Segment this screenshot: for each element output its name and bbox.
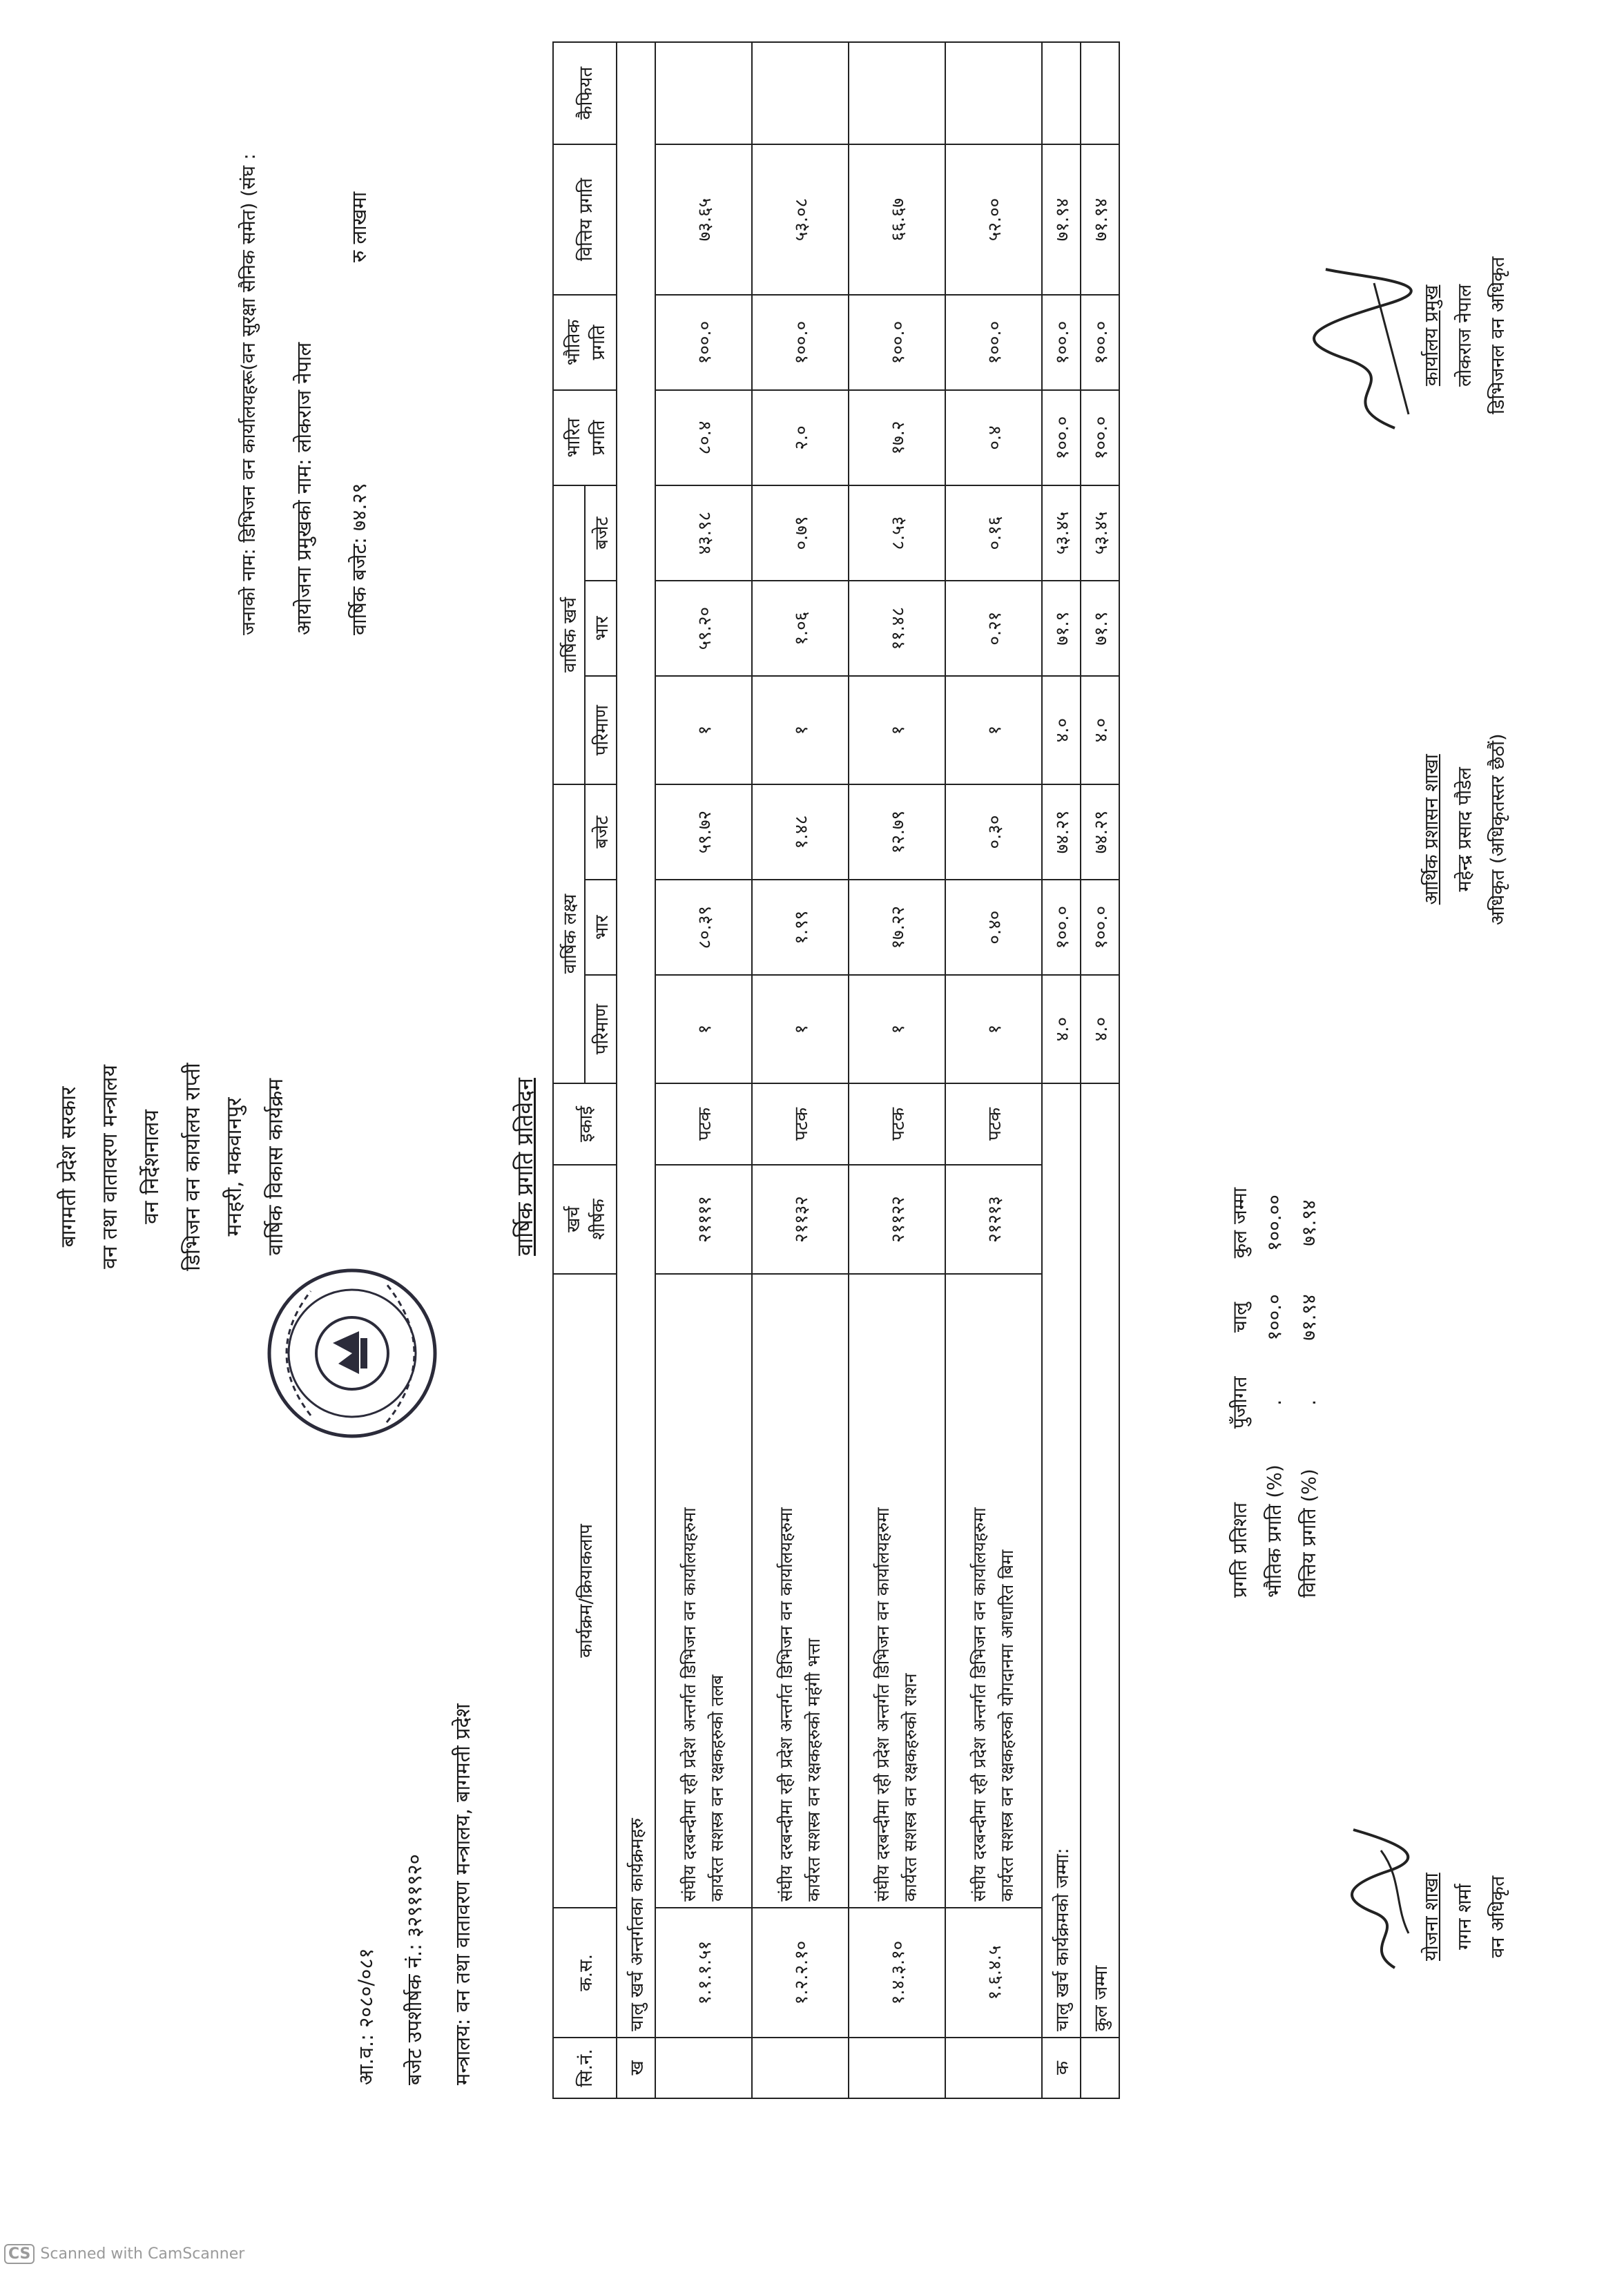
- col-expense-budget: बजेट: [585, 485, 617, 581]
- row-activity: [945, 1274, 1042, 1908]
- planning-post: वन अधिकृत: [1487, 1875, 1509, 1958]
- col-weighted: [553, 390, 617, 485]
- row-unit: पटक: [849, 1083, 945, 1165]
- col-physical: [553, 295, 617, 390]
- total-e-budget: ५३.४५: [1081, 485, 1119, 581]
- row-unit: पटक: [945, 1083, 1042, 1165]
- row-e-budget: ०.७९: [752, 485, 849, 581]
- total-row: [1081, 42, 1119, 2098]
- total-t-qty: ४.०: [1081, 975, 1119, 1083]
- row-remarks: [655, 42, 752, 144]
- section-sn: ख: [617, 2038, 655, 2098]
- col-target-budget: बजेट: [585, 784, 617, 880]
- signature-planning: [1333, 1823, 1422, 1975]
- ministry-line: मन्त्रालय: वन तथा वातावरण मन्त्रालय, बागमती प्रदेश: [451, 1703, 474, 2085]
- finance-name: महेन्द्र प्रसाद पौडेल: [1454, 767, 1476, 892]
- summary-financial-capital: .: [1297, 1399, 1320, 1406]
- col-weighted-l2: प्रगति: [588, 420, 609, 456]
- row-activity-l2: कार्यरत सशस्त्र वन रक्षकहरुको योगदानमा आधारित बिमा: [997, 1549, 1017, 1902]
- row-weighted: २.०: [752, 390, 849, 485]
- govt-name: बागमती प्रदेश सरकार: [57, 1086, 81, 1248]
- col-activity: कार्यक्रम/क्रियाकलाप: [553, 1274, 617, 1908]
- row-ks: १.१.१.५१: [655, 1908, 752, 2038]
- row-physical: १००.०: [752, 295, 849, 390]
- signature-block-finance: [1415, 734, 1515, 925]
- program-title: वार्षिक विकास कार्यक्रम: [264, 1078, 288, 1256]
- row-unit: पटक: [655, 1083, 752, 1165]
- row-financial: ५३.०८: [752, 144, 849, 295]
- ministry-name: वन तथा वातावरण मन्त्रालय: [98, 1065, 122, 1269]
- col-financial: वित्तिय प्रगति: [553, 144, 617, 295]
- row-activity-l1: संघीय दरबन्दीमा रही प्रदेश अन्तर्गत डिभिजन वन कार्यालयहरुमा: [776, 1507, 796, 1902]
- col-expense: वार्षिक खर्च: [553, 485, 585, 784]
- subtotal-e-weight: ७१.९: [1042, 581, 1081, 676]
- annual-budget: वार्षिक बजेट: ७४.२९: [347, 483, 371, 635]
- subtotal-e-budget: ५३.४५: [1042, 485, 1081, 581]
- total-physical: १००.०: [1081, 295, 1119, 390]
- col-target-qty: परिमाण: [585, 975, 617, 1083]
- table-row: [945, 42, 1042, 2098]
- col-ks: क.स.: [553, 1908, 617, 2038]
- row-weighted: ०.४: [945, 390, 1042, 485]
- col-expense-weight: भार: [585, 581, 617, 676]
- row-t-qty: १: [945, 975, 1042, 1083]
- project-chief: आयोजना प्रमुखको नाम: लोकराज नेपाल: [292, 342, 316, 635]
- row-e-weight: १.०६: [752, 581, 849, 676]
- row-head: २११२२: [849, 1165, 945, 1274]
- summary-financial-total: ७१.९४: [1297, 1199, 1320, 1246]
- camscanner-badge: CS: [4, 2244, 35, 2264]
- summary-col-label: प्रगति प्रतिशत: [1228, 1502, 1251, 1598]
- col-weighted-l1: भारित: [563, 418, 584, 458]
- summary-financial-label: वित्तिय प्रगति (%): [1297, 1469, 1320, 1598]
- row-e-qty: १: [849, 676, 945, 784]
- row-activity-l1: संघीय दरबन्दीमा रही प्रदेश अन्तर्गत डिभिजन वन कार्यालयहरुमा: [969, 1507, 989, 1902]
- row-head: २११११: [655, 1165, 752, 1274]
- row-e-weight: ११.४८: [849, 581, 945, 676]
- subtotal-e-qty: ४.०: [1042, 676, 1081, 784]
- col-remarks: कैफियत: [553, 42, 617, 144]
- row-activity-l2: कार्यरत सशस्त्र वन रक्षकहरुको महंगी भत्ता: [804, 1638, 824, 1902]
- row-financial: ५२.००: [945, 144, 1042, 295]
- row-ks: १.६.४.५: [945, 1908, 1042, 2038]
- progress-summary: [1222, 1170, 1326, 1616]
- summary-financial-current: ७१.९४: [1297, 1294, 1320, 1341]
- row-activity-l2: कार्यरत सशस्त्र वन रक्षकहरुको तलब: [707, 1674, 727, 1902]
- row-head: २१२१३: [945, 1165, 1042, 1274]
- total-weighted: १००.०: [1081, 390, 1119, 485]
- col-target: वार्षिक लक्ष्य: [553, 784, 585, 1083]
- row-activity-l1: संघीय दरबन्दीमा रही प्रदेश अन्तर्गत डिभिजन वन कार्यालयहरुमा: [679, 1507, 699, 1902]
- camscanner-watermark: [4, 2244, 244, 2264]
- finance-post: अधिकृत (अधिकृतस्तर छैठौं): [1487, 733, 1509, 925]
- total-t-weight: १००.०: [1081, 880, 1119, 975]
- row-financial: ७३.६५: [655, 144, 752, 295]
- col-expense-qty: परिमाण: [585, 676, 617, 784]
- row-t-weight: ८०.३९: [655, 880, 752, 975]
- row-t-weight: १७.२२: [849, 880, 945, 975]
- subtotal-t-budget: ७४.२९: [1042, 784, 1081, 880]
- row-t-budget: ५९.७२: [655, 784, 752, 880]
- table-row: [655, 42, 752, 2098]
- camscanner-text: Scanned with CamScanner: [40, 2245, 245, 2263]
- row-financial: ६६.६७: [849, 144, 945, 295]
- row-head: २११३२: [752, 1165, 849, 1274]
- row-e-budget: ४३.९८: [655, 485, 752, 581]
- section-row: [617, 42, 655, 2098]
- row-e-weight: ५९.२०: [655, 581, 752, 676]
- subtotal-financial: ७१.९४: [1042, 144, 1081, 295]
- row-e-weight: ०.२१: [945, 581, 1042, 676]
- row-activity: [849, 1274, 945, 1908]
- office-field: जनाको नाम: डिभिजन वन कार्यालयहरू(वन सुरक्षा सैनिक समेत) (संघ :: [238, 153, 260, 635]
- subtotal-row: [1042, 42, 1081, 2098]
- table-row: [752, 42, 849, 2098]
- row-remarks: [849, 42, 945, 144]
- office-seal-stamp: [255, 1257, 449, 1450]
- table-row: [849, 42, 945, 2098]
- row-t-qty: १: [849, 975, 945, 1083]
- chief-post: डिभिजनल वन अधिकृत: [1487, 256, 1509, 414]
- summary-physical-capital: .: [1262, 1399, 1286, 1406]
- col-sn: सि.नं.: [553, 2038, 617, 2098]
- office-name: डिभिजन वन कार्यालय राप्ती: [181, 1063, 205, 1271]
- row-physical: १००.०: [849, 295, 945, 390]
- subtotal-label: चालु खर्च कार्यक्रमको जम्मा:: [1042, 1083, 1081, 2038]
- row-t-budget: ०.३०: [945, 784, 1042, 880]
- subtotal-t-qty: ४.०: [1042, 975, 1081, 1083]
- planning-section: योजना शाखा: [1421, 1873, 1442, 1961]
- row-remarks: [752, 42, 849, 144]
- chief-name: लोकराज नेपाल: [1454, 284, 1476, 387]
- total-e-qty: ४.०: [1081, 676, 1119, 784]
- col-expense-head-l2: शीर्षक: [588, 1199, 609, 1240]
- row-e-qty: १: [655, 676, 752, 784]
- total-t-budget: ७४.२९: [1081, 784, 1119, 880]
- row-ks: १.२.२.१०: [752, 1908, 849, 2038]
- unit-note: रु लाखमा: [347, 191, 371, 262]
- budget-subhead: बजेट उपशीर्षक नं.: ३२९११९२०: [403, 1854, 426, 2085]
- row-activity-l2: कार्यरत सशस्त्र वन रक्षकहरुको राशन: [900, 1673, 920, 1902]
- signature-block-planning: [1415, 1873, 1515, 1961]
- col-target-weight: भार: [585, 880, 617, 975]
- row-t-budget: १.४८: [752, 784, 849, 880]
- col-physical-l1: भौतिक: [563, 319, 584, 366]
- finance-section: आर्थिक प्रशासन शाखा: [1421, 754, 1442, 905]
- summary-col-capital: पुँजीगत: [1228, 1376, 1251, 1429]
- row-e-qty: १: [945, 676, 1042, 784]
- subtotal-physical: १००.०: [1042, 295, 1081, 390]
- directorate-name: वन निर्देशनालय: [139, 1110, 164, 1224]
- row-activity-l1: संघीय दरबन्दीमा रही प्रदेश अन्तर्गत डिभिजन वन कार्यालयहरुमा: [873, 1507, 893, 1902]
- col-unit: इकाई: [553, 1083, 617, 1165]
- progress-table: [552, 41, 1120, 2099]
- row-e-budget: ८.५३: [849, 485, 945, 581]
- summary-physical-current: १००.०: [1263, 1294, 1286, 1341]
- row-e-qty: १: [752, 676, 849, 784]
- report-title: वार्षिक प्रगति प्रतिवेदन: [512, 1078, 538, 1256]
- row-t-weight: १.९९: [752, 880, 849, 975]
- chief-section: कार्यालय प्रमुख: [1421, 284, 1442, 387]
- section-title: चालु खर्च अन्तर्गतका कार्यक्रमहरु: [617, 42, 655, 2038]
- row-unit: पटक: [752, 1083, 849, 1165]
- report-sheet: [28, 41, 1547, 2223]
- fiscal-year: आ.व.: २०८०/०८१: [354, 1948, 378, 2085]
- col-expense-head-l1: खर्च: [563, 1206, 584, 1232]
- subtotal-sn: क: [1042, 2038, 1081, 2098]
- row-physical: १००.०: [655, 295, 752, 390]
- total-financial: ७१.९४: [1081, 144, 1119, 295]
- summary-physical-total: १००.००: [1263, 1194, 1286, 1251]
- total-e-weight: ७१.९: [1081, 581, 1119, 676]
- row-activity: [752, 1274, 849, 1908]
- row-ks: १.४.३.१०: [849, 1908, 945, 2038]
- row-weighted: ८०.४: [655, 390, 752, 485]
- office-address: मनहरी, मकवानपुर: [222, 1097, 246, 1237]
- row-weighted: १७.२: [849, 390, 945, 485]
- row-t-qty: १: [752, 975, 849, 1083]
- row-e-budget: ०.१६: [945, 485, 1042, 581]
- col-expense-head: [553, 1165, 617, 1274]
- signature-block-chief: [1415, 257, 1515, 414]
- summary-col-total: कुल जम्मा: [1228, 1187, 1251, 1259]
- row-physical: १००.०: [945, 295, 1042, 390]
- total-label: कुल जम्मा: [1081, 1083, 1119, 2038]
- row-remarks: [945, 42, 1042, 144]
- row-t-budget: १२.७९: [849, 784, 945, 880]
- signature-chief: [1312, 262, 1415, 442]
- summary-col-current: चालु: [1228, 1302, 1251, 1333]
- col-physical-l2: प्रगति: [588, 325, 609, 360]
- summary-physical-label: भौतिक प्रगति (%): [1263, 1464, 1286, 1598]
- row-activity: [655, 1274, 752, 1908]
- row-t-weight: ०.४०: [945, 880, 1042, 975]
- planning-name: गगन शर्मा: [1454, 1884, 1476, 1950]
- subtotal-weighted: १००.०: [1042, 390, 1081, 485]
- row-t-qty: १: [655, 975, 752, 1083]
- subtotal-t-weight: १००.०: [1042, 880, 1081, 975]
